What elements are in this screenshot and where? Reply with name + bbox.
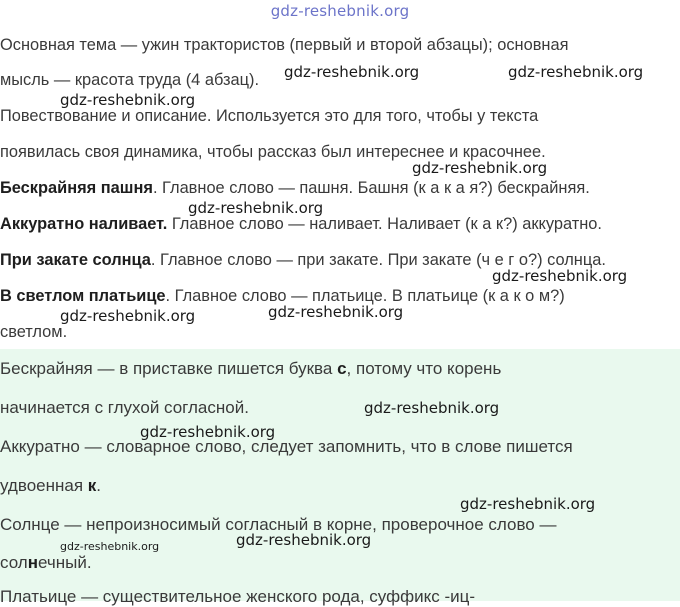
highlighted-letter: с — [337, 359, 347, 378]
spelling-line — [0, 359, 501, 379]
watermark: gdz-reshebnik.org — [508, 63, 644, 81]
phrase-bold: Бескрайняя пашня — [0, 179, 153, 197]
phrase-bold: Аккуратно наливает. — [0, 215, 168, 233]
watermark: gdz-reshebnik.org — [140, 423, 276, 441]
text-part: Бескрайняя — в приставке пишется буква — [0, 359, 338, 378]
phrase-line — [0, 178, 590, 198]
text-line: мысль — красота труда (4 абзац). — [0, 71, 260, 89]
text-line: Повествование и описание. Используется это для того, чтобы у текста — [0, 107, 539, 125]
watermark: gdz-reshebnik.org — [236, 531, 372, 549]
highlighted-letter: н — [27, 553, 38, 572]
watermark: gdz-reshebnik.org — [364, 399, 500, 417]
text-part: сол — [0, 553, 28, 572]
header-watermark: gdz-reshebnik.org — [270, 2, 410, 20]
watermark: gdz-reshebnik.org — [188, 199, 324, 217]
watermark: gdz-reshebnik.org — [412, 159, 548, 177]
spelling-block — [0, 349, 680, 601]
watermark: gdz-reshebnik.org — [60, 540, 160, 553]
spelling-line-cut: Платьице — существительное женского рода, суффикс -иц- — [0, 587, 475, 606]
phrase-rest: Главное слово — наливает. Наливает (к а к?) аккуратно. — [167, 215, 602, 233]
watermark: gdz-reshebnik.org — [60, 91, 196, 109]
phrase-bold: В светлом платьице — [0, 287, 166, 305]
watermark: gdz-reshebnik.org — [60, 307, 196, 325]
watermark: gdz-reshebnik.org — [492, 267, 628, 285]
spelling-line: Аккуратно — словарное слово, следует запомнить, что в слове пишется — [0, 437, 573, 456]
text-part: ечный. — [37, 553, 92, 572]
watermark: gdz-reshebnik.org — [284, 63, 420, 81]
text-line: появилась своя динамика, чтобы рассказ был интереснее и красочнее. — [0, 143, 546, 161]
phrase-bold: При закате солнца — [0, 251, 151, 269]
watermark: gdz-reshebnik.org — [460, 495, 596, 513]
spelling-line — [0, 476, 101, 496]
phrase-rest: . Главное слово — пашня. Башня (к а к а я?) бескрайняя. — [152, 179, 590, 197]
text-part: . — [96, 476, 102, 495]
text-part: , потому что корень — [346, 359, 502, 378]
text-part: удвоенная — [0, 476, 88, 495]
phrase-rest: . Главное слово — платьице. В платьице (к а к о м?) — [165, 287, 565, 305]
phrase-line — [0, 214, 602, 234]
spelling-line — [0, 553, 92, 573]
spelling-line: Солнце — непроизносимый согласный в корне, проверочное слово — — [0, 515, 557, 534]
text-line: Основная тема — ужин трактористов (первый и второй абзацы); основная — [0, 36, 569, 54]
highlighted-letter: к — [87, 476, 97, 495]
phrase-continuation: светлом. — [0, 323, 68, 341]
spelling-line: начинается с глухой согласной. — [0, 398, 249, 417]
watermark: gdz-reshebnik.org — [268, 303, 404, 321]
phrase-rest: . Главное слово — при закате. При закате (ч е г о?) солнца. — [150, 251, 606, 269]
